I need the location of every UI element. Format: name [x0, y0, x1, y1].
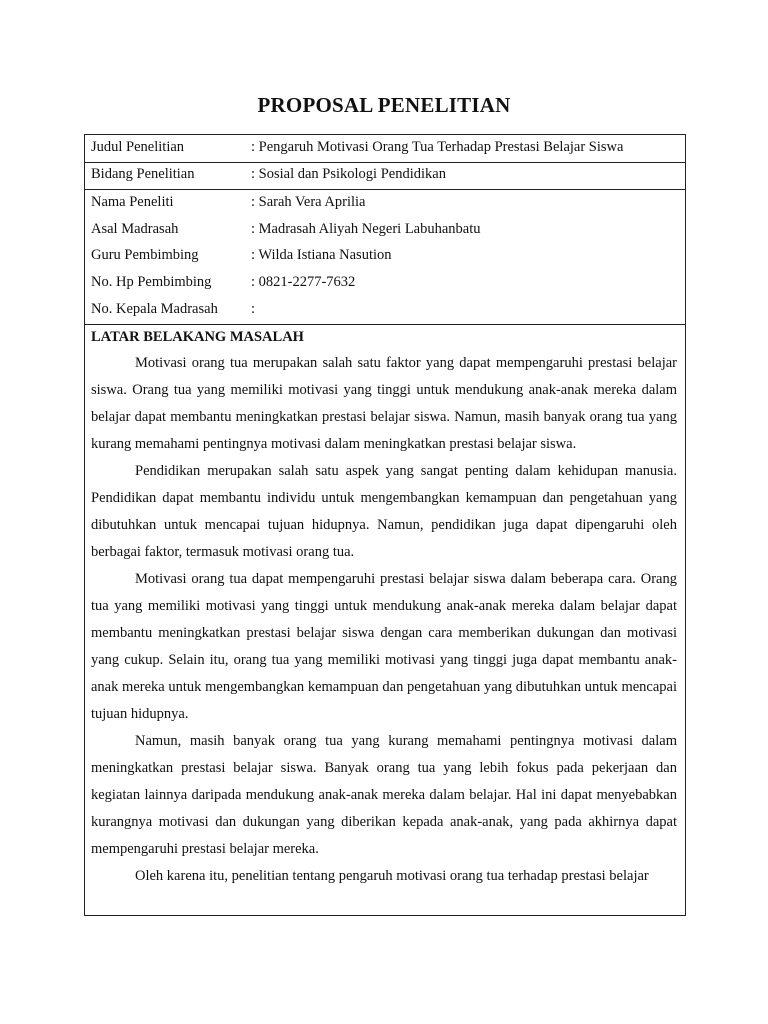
paragraph: Pendidikan merupakan salah satu aspek yang sangat penting dalam kehidupan manusia. Pendidikan dapat membantu individu untuk mengembangkan kemampuan dan pengetahuan yang dibutuhkan untuk mencapai tujuan hidupnya. Namun, pendidikan juga dapat dipengaruhi oleh berbagai faktor, termasuk motivasi orang tua.	[91, 463, 677, 560]
info-value: : Pengaruh Motivasi Orang Tua Terhadap Prestasi Belajar Siswa	[251, 139, 624, 155]
paragraph: Namun, masih banyak orang tua yang kurang memahami pentingnya motivasi dalam meningkatkan prestasi belajar siswa. Banyak orang tua yang lebih fokus pada pekerjaan dan kegiatan lainnya daripada mendukung anak-anak mereka dalam belajar. Hal ini dapat menyebabkan kurangnya motivasi dan dukungan yang diberikan kepada anak-anak, yang pada akhirnya dapat mempengaruhi prestasi belajar mereka.	[91, 733, 677, 857]
info-label: Bidang Penelitian	[91, 166, 195, 182]
proposal-table	[84, 134, 686, 916]
table-divider	[85, 162, 685, 163]
paragraph: Oleh karena itu, penelitian tentang pengaruh motivasi orang tua terhadap prestasi belajar	[135, 868, 649, 884]
info-label: Guru Pembimbing	[91, 247, 199, 263]
info-label: No. Hp Pembimbing	[91, 274, 212, 290]
info-row-hp	[91, 272, 355, 292]
table-divider	[85, 324, 685, 325]
table-divider	[85, 189, 685, 190]
info-value: : Sosial dan Psikologi Pendidikan	[251, 166, 446, 182]
info-row-bidang	[91, 164, 446, 184]
paragraph: Motivasi orang tua merupakan salah satu faktor yang dapat mempengaruhi prestasi belajar siswa. Orang tua yang memiliki motivasi yang tinggi untuk mendukung anak-anak mereka dalam belajar dapat membantu meningkatkan prestasi belajar siswa. Namun, masih banyak orang tua yang kurang memahami pentingnya motivasi dalam meningkatkan prestasi belajar siswa.	[91, 355, 677, 452]
info-label: Nama Peneliti	[91, 194, 174, 210]
info-row-kepala	[91, 299, 255, 319]
info-value: :	[251, 301, 256, 317]
info-value: : 0821-2277-7632	[251, 274, 356, 290]
document-title: PROPOSAL PENELITIAN	[257, 93, 511, 117]
section-heading: LATAR BELAKANG MASALAH	[91, 329, 304, 345]
info-label: No. Kepala Madrasah	[91, 301, 218, 317]
info-label: Asal Madrasah	[91, 221, 179, 237]
info-row-pembimbing	[91, 245, 392, 265]
info-value: : Wilda Istiana Nasution	[251, 247, 392, 263]
info-value: : Madrasah Aliyah Negeri Labuhanbatu	[251, 221, 481, 237]
info-row-judul	[91, 137, 623, 157]
info-row-madrasah	[91, 219, 481, 239]
info-label: Judul Penelitian	[91, 139, 185, 155]
info-value: : Sarah Vera Aprilia	[251, 194, 366, 210]
section-body	[91, 350, 677, 890]
paragraph: Motivasi orang tua dapat mempengaruhi prestasi belajar siswa dalam beberapa cara. Orang tua yang memiliki motivasi yang tinggi untuk mendukung anak-anak mereka dalam belajar dapat membantu meningkatkan prestasi belajar siswa dengan cara memberikan dukungan dan motivasi yang cukup. Selain itu, orang tua yang memiliki motivasi yang tinggi juga dapat membantu anak-anak mereka untuk mengembangkan kemampuan dan pengetahuan yang dibutuhkan untuk mencapai tujuan hidupnya.	[91, 571, 677, 722]
info-row-nama	[91, 192, 366, 212]
